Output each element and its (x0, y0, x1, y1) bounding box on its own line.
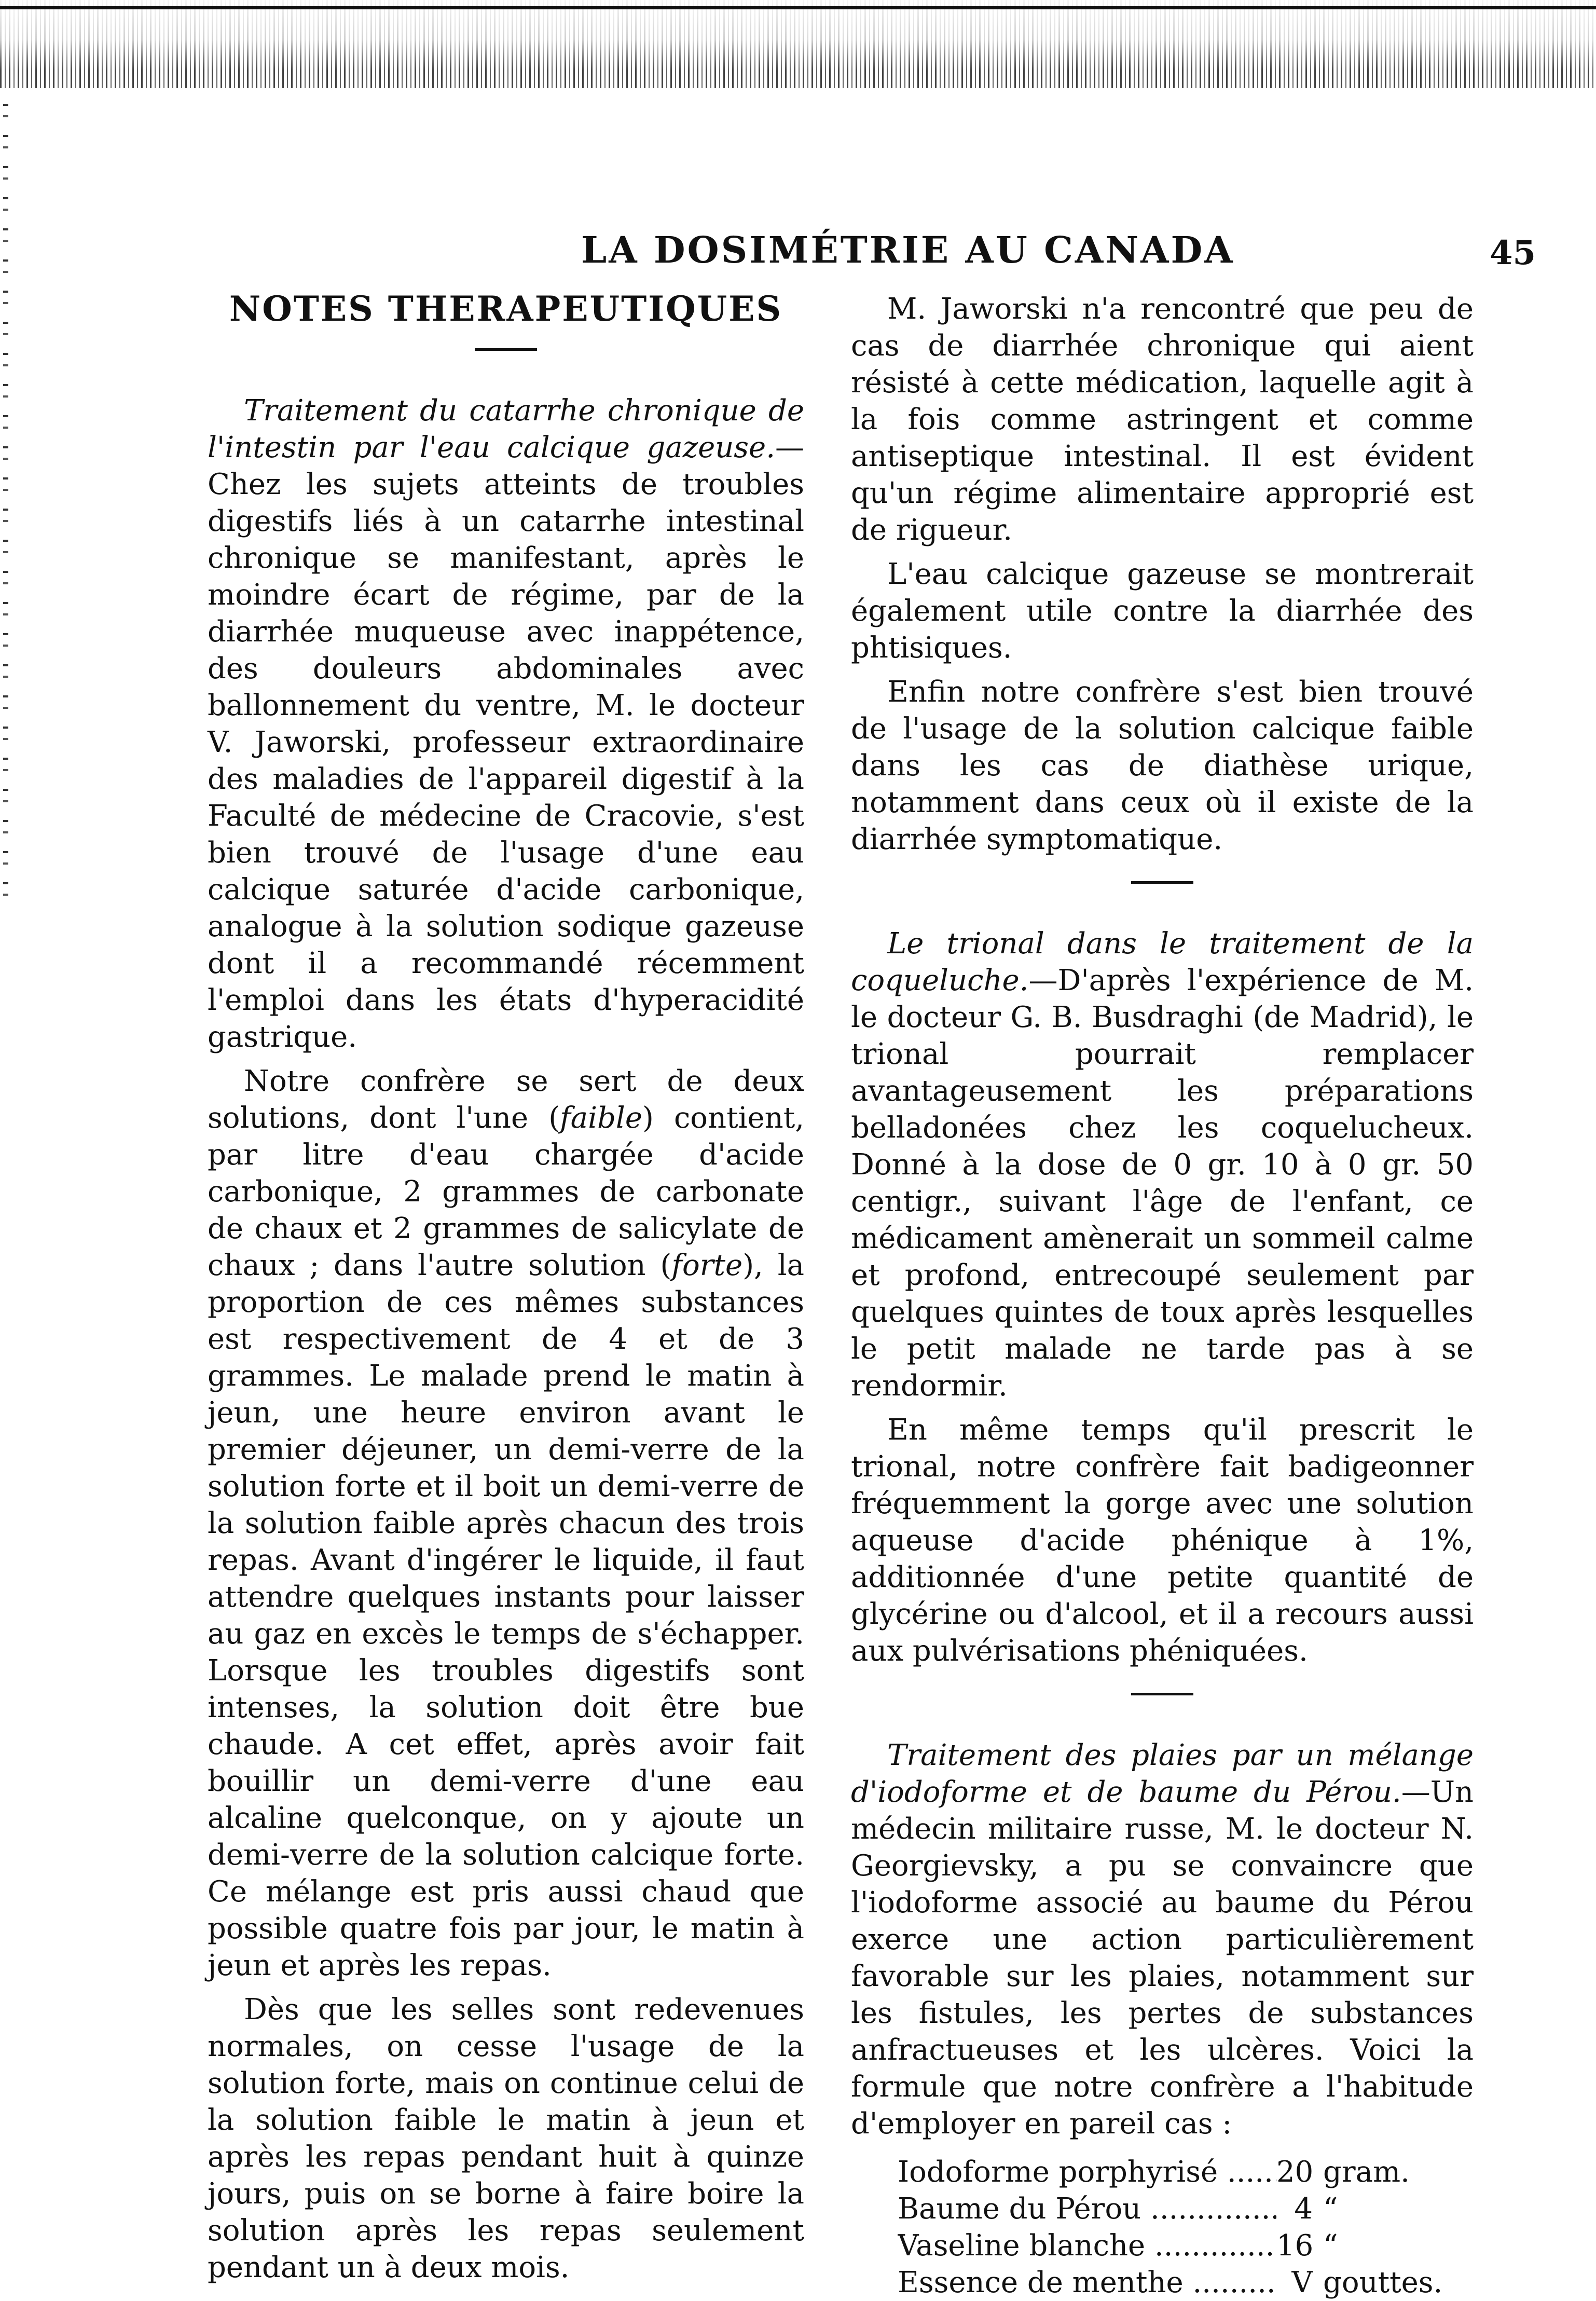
left-margin-scan-marks (3, 104, 8, 908)
section-title: NOTES THERAPEUTIQUES (229, 289, 783, 329)
article3-p1-body: —Un médecin militaire russe, M. le docteur N. Georgievsky, a pu se convaincre que l'iodoforme associé au baume du Pérou exerce une action particulièrement favorable sur les plaies, notamment sur les fistules, les pertes de substances anfractueuses et les ulcères. Voici la formule que notre confrère a l'habitude d'employer en pareil cas : (851, 1775, 1474, 2141)
title-divider (475, 348, 537, 351)
formula-row (898, 2190, 1474, 2227)
article-divider-2 (1131, 1693, 1193, 1695)
article3-paragraph-1 (851, 1737, 1474, 2142)
page-number: 45 (1489, 234, 1536, 272)
right-column (851, 291, 1474, 2301)
article2-p1-body: —D'après l'expérience de M. le docteur G. B. Busdraghi (de Madrid), le trional pourrait remplacer avantageusement les préparations belladonées chez les coquelucheux. Donné à la dose de 0 gr. 10 à 0 gr. 50 centigr., suivant l'âge de l'enfant, ce médicament amènerait un sommeil calme et profond, entrecoupé seulement par quelques quintes de toux après lesquelles le petit malade ne tarde pas à se rendormir. (851, 964, 1474, 1403)
article3-lead-title: Traitement des plaies par un mélange d'iodoforme et de baume du Pérou. (851, 1738, 1474, 1809)
top-border-rule (0, 6, 1596, 9)
article1-paragraph-4: M. Jaworski n'a rencontré que peu de cas de diarrhée chronique qui aient résisté à cette médication, laquelle agit à la fois comme astringent et comme antiseptique intestinal. Il est évident qu'un régime alimentaire approprié est de rigueur. (851, 292, 1474, 547)
formula-unit: “ (1323, 2192, 1338, 2226)
formula-quantity: V (1291, 2266, 1313, 2299)
top-edge-fade (0, 0, 1596, 88)
formula-unit: gram. (1323, 2155, 1410, 2189)
article1-paragraph-5: L'eau calcique gazeuse se montrerait également utile contre la diarrhée des phtisiques. (851, 557, 1474, 665)
formula-ingredient: Vaseline blanche ..... (898, 2227, 1276, 2264)
article1-paragraph-1 (208, 392, 804, 1056)
formula-quantity: 20 (1276, 2155, 1314, 2189)
article1-p1-body: —Chez les sujets atteints de troubles digestifs liés à un catarrhe intestinal chronique se manifestant, après le moindre écart de régime, par de la diarrhée muqueuse avec inappétence, des douleurs abdominales avec ballonnement du ventre, M. le docteur V. Jaworski, professeur extraordinaire des maladies de l'appareil digestif à la Faculté de médecine de Cracovie, s'est bien trouvé de l'usage d'une eau calcique saturée d'acide carbonique, analogue à la solution sodique gazeuse dont il a recommandé récemment l'emploi dans les états d'hyperacidité gastrique. (208, 431, 804, 1054)
formula-quantity: 16 (1276, 2229, 1314, 2263)
article1-paragraph-2 (208, 1063, 804, 1984)
article2-paragraph-2: En même temps qu'il prescrit le trional, notre confrère fait badigeonner fréquemment la gorge avec une solution aqueuse d'acide phénique à 1%, additionnée d'une petite quantité de glycérine ou d'alcool, et il a recours aussi aux pulvérisations phéniquées. (851, 1413, 1474, 1668)
article1-lead-title: Traitement du catarrhe chronique de l'intestin par l'eau calcique gazeuse. (208, 394, 804, 464)
formula-ingredient: Essence de menthe ..... (898, 2264, 1276, 2301)
formula-ingredient: Iodoforme porphyrisé ..... (898, 2154, 1276, 2190)
formula-unit: “ (1323, 2229, 1338, 2263)
article1-paragraph-3: Dès que les selles sont redevenues normales, on cesse l'usage de la solution forte, mais on continue celui de la solution faible le matin à jeun et après les repas pendant huit à quinze jours, puis on se borne à faire boire la solution après les repas seulement pendant un à deux mois. (208, 1993, 804, 2284)
formula-quantity: 4 (1294, 2192, 1313, 2226)
formula-row (898, 2154, 1474, 2190)
article2-lead-title: Le trional dans le traitement de la coqueluche. (851, 927, 1474, 997)
article1-p2-faible: faible (560, 1101, 642, 1135)
formula-table (898, 2154, 1474, 2301)
article1-p2-part-c: ), la proportion de ces mêmes substances est respectivement de 4 et de 3 grammes. Le malade prend le matin à jeun, une heure environ avant le premier déjeuner, un demi-verre de la solution forte et il boit un demi-verre de la solution faible après chacun des trois repas. Avant d'ingérer le liquide, il faut attendre quelques instants pour laisser au gaz en excès le temps de s'échapper. Lorsque les troubles digestifs sont intenses, la solution doit être bue chaude. A cet effet, après avoir fait bouillir un demi-verre d'une eau alcaline quelconque, on y ajoute un demi-verre de la solution calcique forte. Ce mélange est pris aussi chaud que possible quatre fois par jour, le matin à jeun et après les repas. (208, 1249, 804, 1982)
formula-row (898, 2227, 1474, 2264)
formula-unit: gouttes. (1323, 2266, 1443, 2299)
formula-ingredient: Baume du Pérou ..... (898, 2190, 1276, 2227)
article2-paragraph-1 (851, 925, 1474, 1404)
running-title: LA DOSIMÉTRIE AU CANADA (581, 228, 1235, 271)
left-column (208, 291, 804, 2293)
article1-p2-forte: forte (671, 1249, 743, 1282)
article1-paragraph-6: Enfin notre confrère s'est bien trouvé de l'usage de la solution calcique faible dans les cas de diathèse urique, notamment dans ceux où il existe de la diarrhée symptomatique. (851, 675, 1474, 856)
article-divider-1 (1131, 881, 1193, 884)
formula-row (898, 2264, 1474, 2301)
article1-p2-part-a: Notre confrère se sert de deux solutions, dont l'une ( (208, 1064, 804, 1135)
article1-p2-part-b: ) contient, par litre d'eau chargée d'acide carbonique, 2 grammes de carbonate de chaux et 2 grammes de salicylate de chaux ; dans l'autre solution ( (208, 1101, 805, 1282)
